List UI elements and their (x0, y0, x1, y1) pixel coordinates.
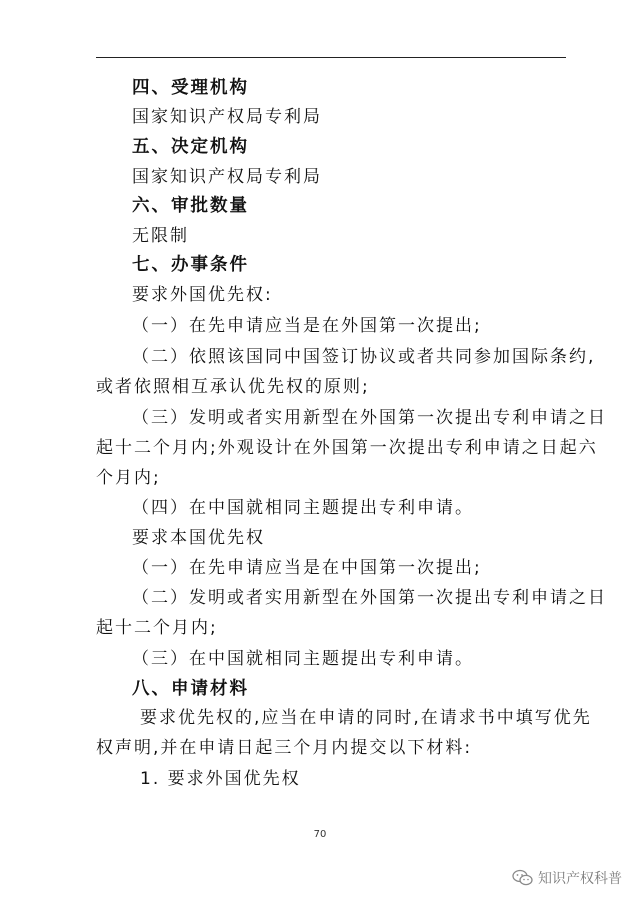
watermark (512, 868, 622, 888)
text-line: 国家知识产权局专利局 (132, 107, 322, 127)
section-heading: 四、受理机构 (132, 78, 249, 98)
page-number: 70 (313, 829, 327, 840)
text-line: 起十二个月内;外观设计在外国第一次提出专利申请之日起六 (96, 438, 598, 458)
section-heading: 八、申请材料 (132, 679, 249, 699)
text-line: 1. 要求外国优先权 (140, 769, 301, 789)
watermark-text: 知识产权科普 (538, 871, 622, 887)
text-line: 要求本国优先权 (132, 528, 265, 548)
text-line: 个月内; (96, 468, 161, 488)
text-line: 国家知识产权局专利局 (132, 167, 322, 187)
text-line: （四）在中国就相同主题提出专利申请。 (132, 498, 474, 518)
text-line: （一）在先申请应当是在外国第一次提出; (132, 316, 482, 336)
section-heading: 七、办事条件 (132, 255, 249, 275)
text-line: （一）在先申请应当是在中国第一次提出; (132, 558, 482, 578)
text-line: 或者依照相互承认优先权的原则; (96, 377, 370, 397)
text-line: （三）在中国就相同主题提出专利申请。 (132, 649, 474, 669)
text-line: 要求外国优先权: (132, 285, 273, 305)
text-line: 起十二个月内; (96, 618, 218, 638)
text-line: （二）依照该国同中国签订协议或者共同参加国际条约, (132, 347, 596, 367)
wechat-icon (512, 869, 534, 887)
section-heading: 六、审批数量 (132, 196, 249, 216)
text-line: （二）发明或者实用新型在外国第一次提出专利申请之日 (132, 588, 607, 608)
header-rule (96, 57, 566, 58)
text-line: 权声明,并在申请日起三个月内提交以下材料: (96, 738, 473, 758)
text-line: （三）发明或者实用新型在外国第一次提出专利申请之日 (132, 408, 607, 428)
text-line: 要求优先权的,应当在申请的同时,在请求书中填写优先 (140, 708, 592, 728)
section-heading: 五、决定机构 (132, 137, 249, 157)
text-line: 无限制 (132, 226, 189, 246)
